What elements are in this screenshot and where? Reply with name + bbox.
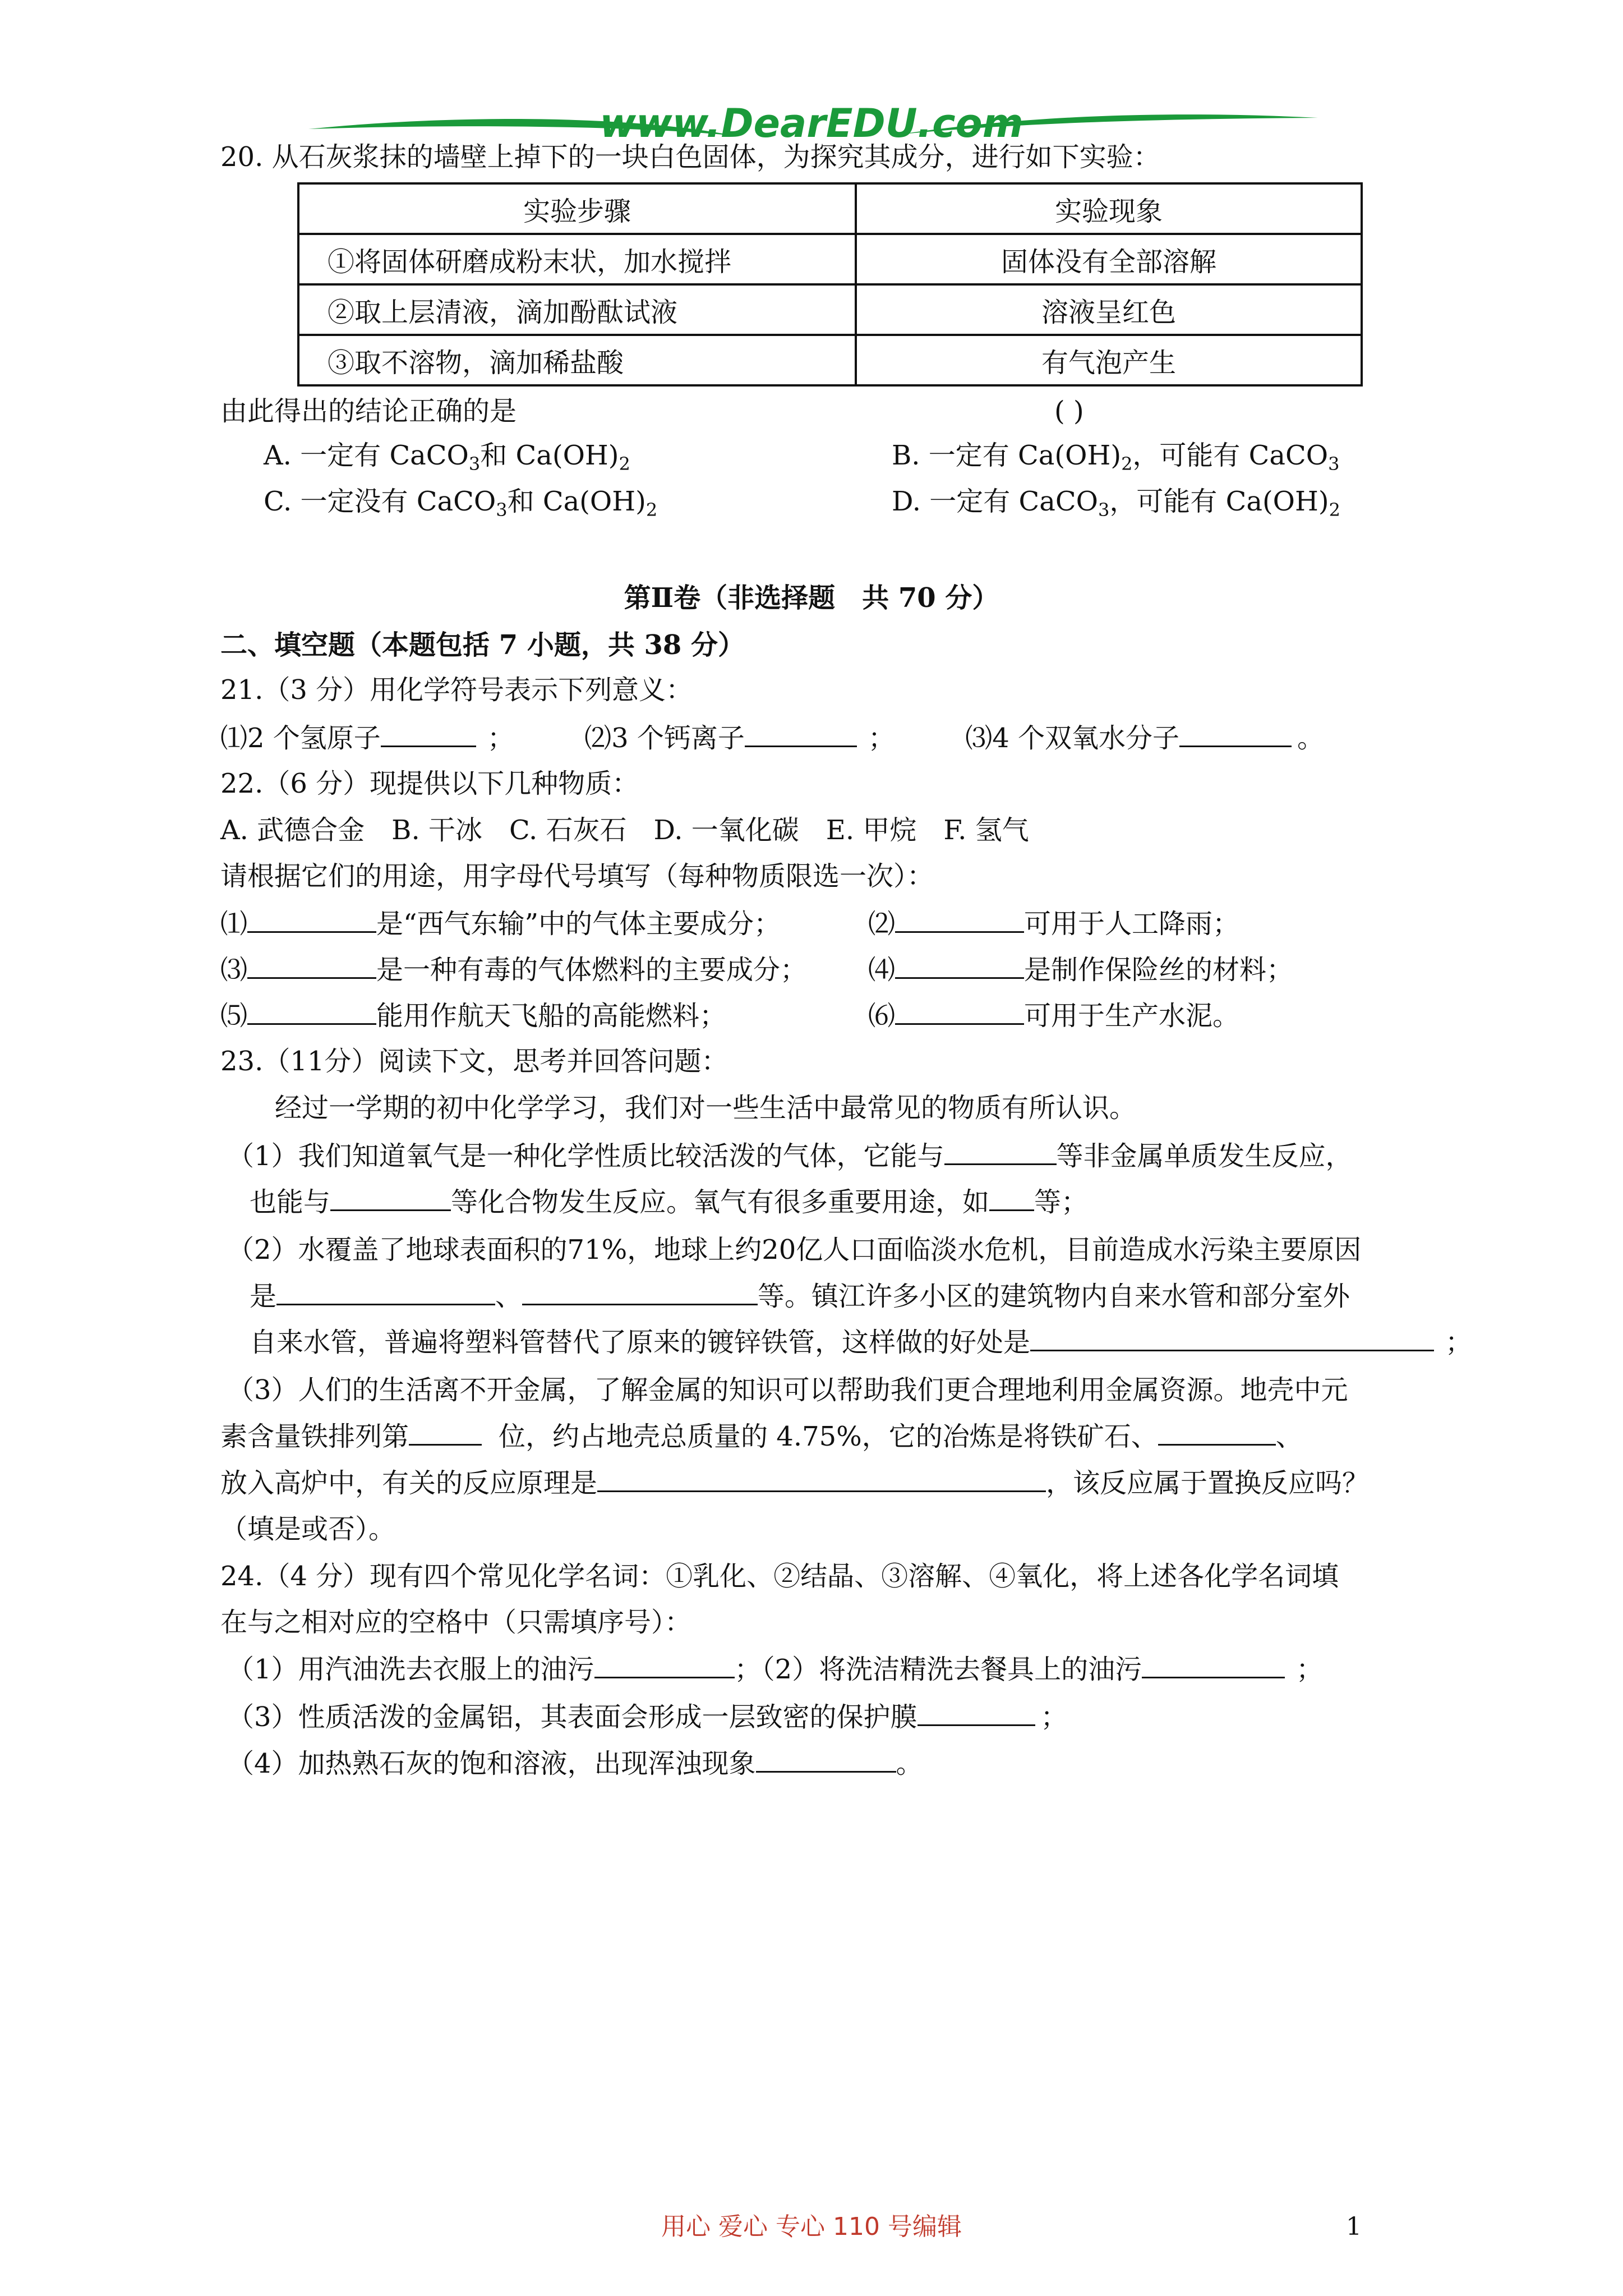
q24-item-4: （4）加热熟石灰的饱和溶液，出现浑浊现象 。 (227, 1746, 923, 1780)
table-cell-phenomenon: 固体没有全部溶解 (856, 234, 1362, 284)
q24-stem-line2: 在与之相对应的空格中（只需填序号）： (220, 1607, 692, 1638)
page-number: 1 (1346, 2212, 1362, 2241)
table-row (298, 234, 1362, 284)
q23-part3-line4: （填是或否）。 (220, 1513, 396, 1545)
table-row (298, 335, 1362, 385)
q20-option-b: B. 一定有 $Ca(OH)_2$，可能有 CaCO$_3$ (892, 440, 1340, 475)
table-header-phenomena: 实验现象 (856, 183, 1362, 234)
q20-option-a: A. 一定有 CaCO$_3$和 $Ca(OH)_2$ (264, 440, 630, 475)
q20-experiment-table (297, 182, 1363, 386)
q20-answer-bracket: ( ) (1054, 395, 1084, 427)
header-banner (0, 101, 1623, 146)
q23-part3-line2: 素含量铁排列第 位，约占地壳总质量的 4.75%，它的冶炼是将铁矿石、 、 (220, 1419, 1303, 1453)
q23-stem: 23.（11分）阅读下文，思考并回答问题： (220, 1046, 728, 1077)
table-cell-phenomenon: 溶液呈红色 (856, 284, 1362, 335)
table-row (298, 284, 1362, 335)
footer-text: 用心 爱心 专心 110 号编辑 (661, 2212, 962, 2241)
q23-part2-line2: 是 、 等。镇江许多小区的建筑物内自来水管和部分室外 (250, 1279, 1350, 1313)
table-cell-step: ①将固体研磨成粉末状，加水搅拌 (298, 234, 856, 284)
q22-item-4: ⑷ 是制作保险丝的材料； (868, 953, 1293, 987)
q23-part2-line3: 自来水管，普遍将塑料管替代了原来的镀锌铁管，这样做的好处是 ； (250, 1325, 1472, 1359)
q22-substances: A. 武德合金 B. 干冰 C. 石灰石 D. 一氧化碳 E. 甲烷 F. 氢气 (220, 815, 1029, 846)
q21-line: ⑴2 个氢原子 ； ⑵3 个钙离子 ； ⑶4 个双氧水分子 。 (220, 721, 1324, 755)
table-cell-phenomenon: 有气泡产生 (856, 335, 1362, 385)
q24-items-1-2: （1）用汽油洗去衣服上的油污 ；（2）将洗洁精洗去餐具上的油污 ； (227, 1652, 1323, 1686)
q21-stem: 21.（3 分）用化学符号表示下列意义： (220, 674, 693, 706)
table-header-row (298, 183, 1362, 234)
q23-part1-line2: 也能与 等化合物发生反应。氧气有很多重要用途，如 等； (250, 1185, 1088, 1219)
q23-part3-line1: （3）人们的生活离不开金属，了解金属的知识可以帮助我们更合理地利用金属资源。地壳中元 (227, 1374, 1348, 1406)
q22-item-6: ⑹ 可用于生产水泥。 (868, 999, 1239, 1033)
q22-instruction: 请根据它们的用途，用字母代号填写（每种物质限选一次）： (220, 861, 934, 892)
q22-item-5: ⑸ 能用作航天飞船的高能燃料； (220, 999, 726, 1033)
table-cell-step: ②取上层清液，滴加酚酞试液 (298, 284, 856, 335)
q22-item-1: ⑴ 是“西气东输”中的气体主要成分； (220, 907, 781, 941)
section-subtitle: 二、填空题（本题包括 7 小题，共 38 分） (220, 629, 745, 661)
q23-part2-line1: （2）水覆盖了地球表面积的71%，地球上约20亿人口面临淡水危机，目前造成水污染主要原因 (227, 1234, 1362, 1266)
q24-item-3: （3）性质活泼的金属铝，其表面会形成一层致密的保护膜 ； (227, 1700, 1068, 1734)
q20-option-c: C. 一定没有 CaCO$_3$和 $Ca(OH)_2$ (264, 486, 658, 521)
q24-stem-line1: 24.（4 分）现有四个常见化学名词：①乳化、②结晶、③溶解、④氧化，将上述各化学名词填 (220, 1561, 1339, 1592)
section-title: 第Ⅱ卷（非选择题 共 70 分） (624, 582, 999, 614)
q20-option-d: D. 一定有 CaCO$_3$，可能有 $Ca(OH)_2$ (892, 486, 1340, 521)
table-cell-step: ③取不溶物，滴加稀盐酸 (298, 335, 856, 385)
q20-conclusion: 由此得出的结论正确的是 (220, 395, 517, 427)
q22-item-2: ⑵ 可用于人工降雨； (868, 907, 1239, 941)
q20-stem: 20. 从石灰浆抹的墙壁上掉下的一块白色固体，为探究其成分，进行如下实验： (220, 141, 1160, 173)
q23-part1-line1: （1）我们知道氧气是一种化学性质比较活泼的气体，它能与 等非金属单质发生反应， (227, 1139, 1353, 1173)
q23-part3-line3: 放入高炉中，有关的反应原理是 ，该反应属于置换反应吗？ (220, 1466, 1369, 1500)
q22-item-3: ⑶ 是一种有毒的气体燃料的主要成分； (220, 953, 807, 987)
q23-intro: 经过一学期的初中化学学习，我们对一些生活中最常见的物质有所认识。 (275, 1092, 1137, 1124)
table-header-steps: 实验步骤 (298, 183, 856, 234)
q22-stem: 22.（6 分）现提供以下几种物质： (220, 768, 639, 799)
header-logo-text: www.DearEDU.com (600, 100, 1023, 146)
